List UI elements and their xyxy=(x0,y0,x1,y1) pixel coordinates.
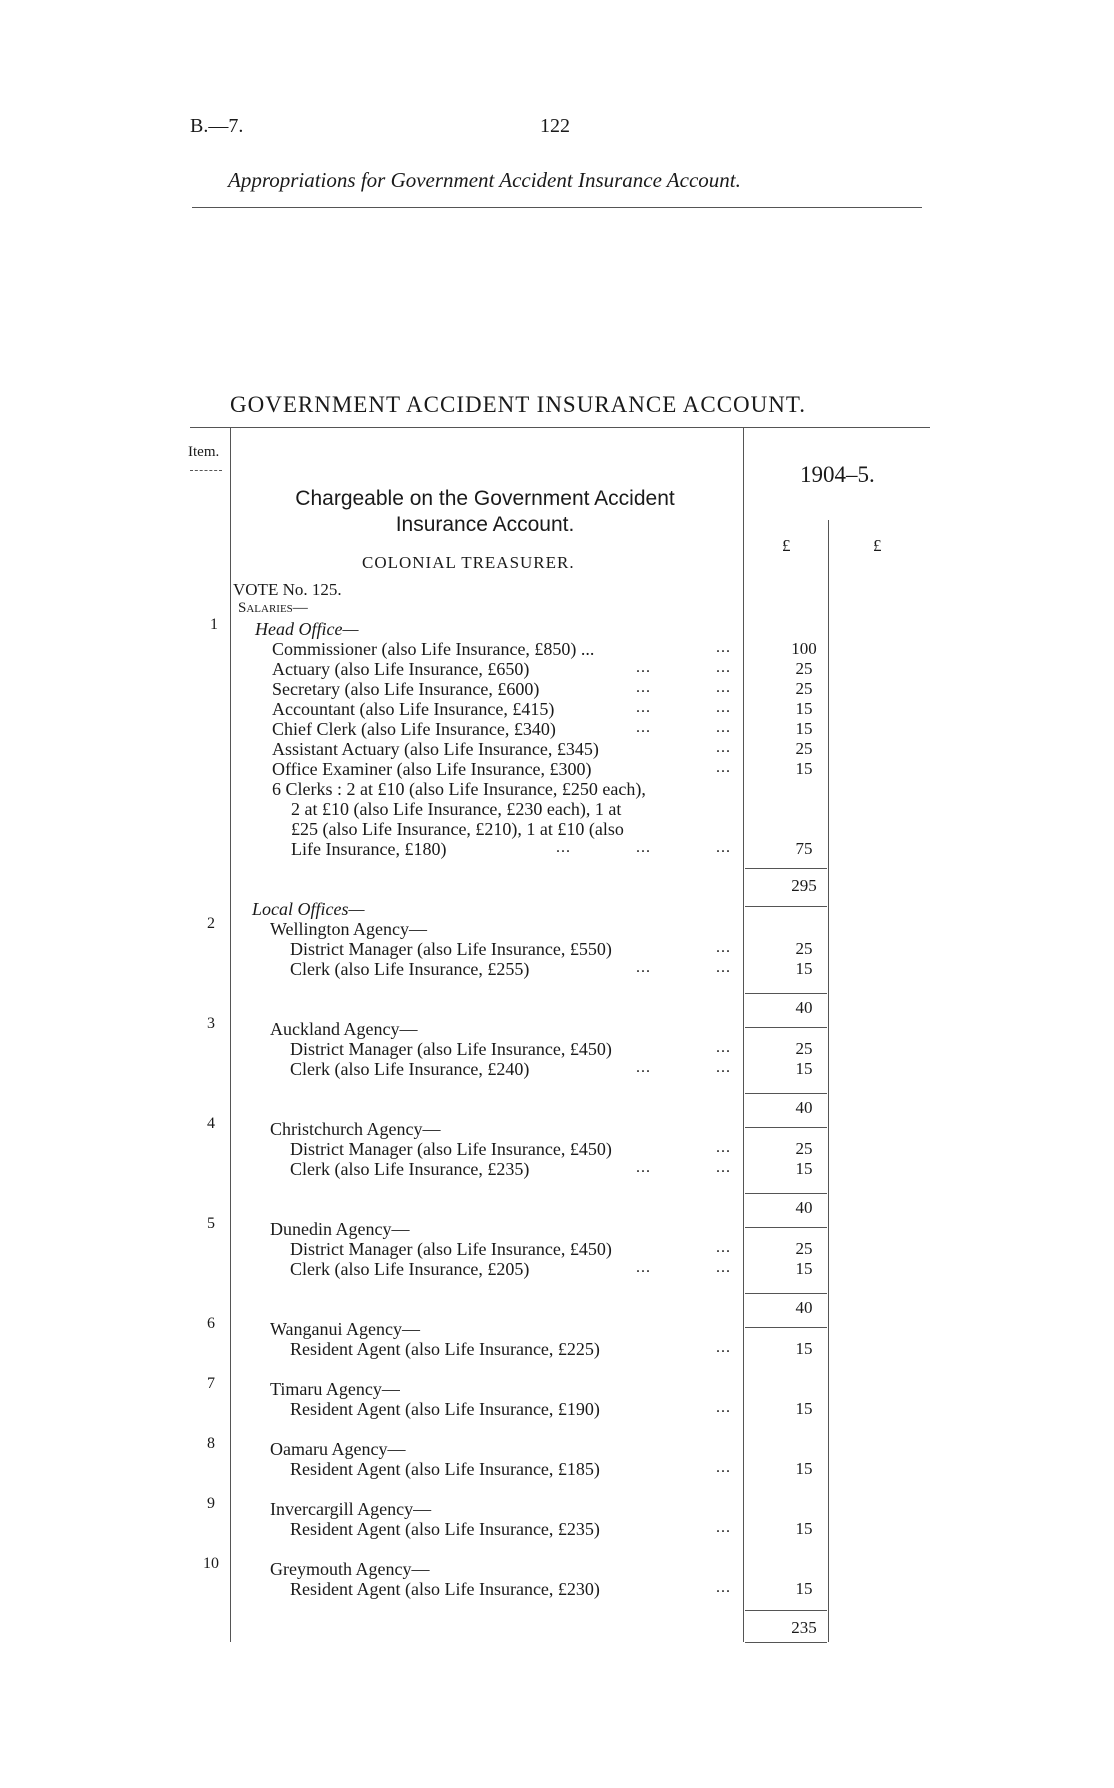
leader-dots: ... xyxy=(716,1339,731,1356)
leader-dots: ... xyxy=(636,959,651,976)
line-text: Accountant (also Life Insurance, £415) xyxy=(272,699,555,719)
grand-total-rule xyxy=(745,1610,827,1611)
chargeable-heading: Chargeable on the Government Accident Insurance Account. xyxy=(295,487,675,536)
subtotal-amount: 295 xyxy=(791,876,817,895)
grand-total-rule xyxy=(745,1642,827,1643)
item-number: 6 xyxy=(207,1315,215,1332)
item-header-underline xyxy=(190,470,222,471)
line-amount: 15 xyxy=(795,1339,813,1358)
leader-dots: ... xyxy=(636,1159,651,1176)
line-amount: 15 xyxy=(795,1059,813,1078)
line-text: Chief Clerk (also Life Insurance, £340) xyxy=(272,719,556,739)
line-amount: 15 xyxy=(795,759,813,778)
line-amount: 25 xyxy=(795,1039,813,1058)
leader-dots: ... xyxy=(716,1519,731,1536)
line-amount: 15 xyxy=(795,699,813,718)
line-amount: 75 xyxy=(795,839,813,858)
subtotal-rule xyxy=(745,993,827,994)
currency-symbol-right: £ xyxy=(873,536,882,555)
head-office-label: Head Office— xyxy=(255,619,359,639)
subtotal-amount: 40 xyxy=(795,1198,813,1217)
agency-name: Christchurch Agency— xyxy=(270,1119,441,1139)
leader-dots: ... xyxy=(556,839,571,856)
leader-dots: ... xyxy=(716,1259,731,1276)
leader-dots: ... xyxy=(716,1459,731,1476)
leader-dots: ... xyxy=(716,839,731,856)
subtotal-rule xyxy=(745,1293,827,1294)
line-text: Clerk (also Life Insurance, £205) xyxy=(290,1259,530,1279)
page-number: 122 xyxy=(540,115,570,137)
item-number: 4 xyxy=(207,1115,215,1132)
leader-dots: ... xyxy=(636,1259,651,1276)
line-text: District Manager (also Life Insurance, £450) xyxy=(290,1039,612,1059)
page-ref: B.—7. xyxy=(190,115,244,137)
line-text: Commissioner (also Life Insurance, £850) ... xyxy=(272,639,595,659)
leader-dots: ... xyxy=(716,759,731,776)
item-number: 1 xyxy=(210,616,218,633)
item-column-rule xyxy=(230,427,231,1642)
leader-dots: ... xyxy=(716,699,731,716)
line-text: District Manager (also Life Insurance, £450) xyxy=(290,1239,612,1259)
line-text: Resident Agent (also Life Insurance, £230) xyxy=(290,1579,600,1599)
item-number: 2 xyxy=(207,915,215,932)
line-amount: 25 xyxy=(795,1139,813,1158)
agency-name: Timaru Agency— xyxy=(270,1379,400,1399)
subtotal-rule xyxy=(745,1027,827,1028)
agency-name: Greymouth Agency— xyxy=(270,1559,430,1579)
item-number: 9 xyxy=(207,1495,215,1512)
year-header: 1904–5. xyxy=(800,462,875,487)
subtotal-amount: 40 xyxy=(795,1098,813,1117)
vote-heading: VOTE No. 125. xyxy=(233,580,342,599)
leader-dots: ... xyxy=(636,699,651,716)
line-amount: 25 xyxy=(795,1239,813,1258)
line-amount: 25 xyxy=(795,659,813,678)
line-amount: 15 xyxy=(795,1579,813,1598)
item-number: 7 xyxy=(207,1375,215,1392)
line-amount: 25 xyxy=(795,939,813,958)
item-number: 3 xyxy=(207,1015,215,1032)
item-number: 5 xyxy=(207,1215,215,1232)
line-text: Resident Agent (also Life Insurance, £185) xyxy=(290,1459,600,1479)
line-text: Secretary (also Life Insurance, £600) xyxy=(272,679,540,699)
leader-dots: ... xyxy=(636,659,651,676)
leader-dots: ... xyxy=(716,959,731,976)
line-amount: 15 xyxy=(795,719,813,738)
agency-name: Wellington Agency— xyxy=(270,919,428,939)
leader-dots: ... xyxy=(716,1239,731,1256)
item-header: Item. xyxy=(188,444,220,460)
line-text: Resident Agent (also Life Insurance, £190) xyxy=(290,1399,600,1419)
item-number: 10 xyxy=(203,1555,219,1572)
line-amount: 15 xyxy=(795,1159,813,1178)
subtotal-amount: 40 xyxy=(795,1298,813,1317)
line-text: Assistant Actuary (also Life Insurance, £345) xyxy=(272,739,599,759)
subtotal-rule xyxy=(745,868,827,869)
line-text: District Manager (also Life Insurance, £450) xyxy=(290,1139,612,1159)
line-text: Clerk (also Life Insurance, £255) xyxy=(290,959,530,979)
line-amount: 15 xyxy=(795,959,813,978)
page-subtitle: Appropriations for Government Accident Insurance Account. xyxy=(228,168,741,192)
line-text: Resident Agent (also Life Insurance, £225) xyxy=(290,1339,600,1359)
leader-dots: ... xyxy=(636,1059,651,1076)
clerks-line: £25 (also Life Insurance, £210), 1 at £10 (also xyxy=(291,819,624,839)
currency-symbol-left: £ xyxy=(782,536,791,555)
leader-dots: ... xyxy=(716,1039,731,1056)
line-amount: 25 xyxy=(795,739,813,758)
clerks-line: 6 Clerks : 2 at £10 (also Life Insurance, £250 each), xyxy=(272,779,646,799)
line-text: Clerk (also Life Insurance, £240) xyxy=(290,1059,530,1079)
line-text: Office Examiner (also Life Insurance, £300) xyxy=(272,759,592,779)
leader-dots: ... xyxy=(716,1579,731,1596)
leader-dots: ... xyxy=(636,719,651,736)
title-rule xyxy=(190,427,930,428)
clerks-line: 2 at £10 (also Life Insurance, £230 each), 1 at xyxy=(291,799,622,819)
agency-name: Dunedin Agency— xyxy=(270,1219,410,1239)
amount-column-rule xyxy=(743,427,744,1642)
subtotal-rule xyxy=(745,1327,827,1328)
clerks-line: Life Insurance, £180) xyxy=(291,839,447,859)
subtotal-rule xyxy=(745,1093,827,1094)
line-text: District Manager (also Life Insurance, £550) xyxy=(290,939,612,959)
salaries-label: Salaries— xyxy=(238,600,308,616)
leader-dots: ... xyxy=(716,1159,731,1176)
leader-dots: ... xyxy=(636,679,651,696)
department-heading: COLONIAL TREASURER. xyxy=(362,553,575,572)
line-text: Clerk (also Life Insurance, £235) xyxy=(290,1159,530,1179)
line-text: Actuary (also Life Insurance, £650) xyxy=(272,659,530,679)
line-amount: 25 xyxy=(795,679,813,698)
line-text: Resident Agent (also Life Insurance, £235) xyxy=(290,1519,600,1539)
account-title: GOVERNMENT ACCIDENT INSURANCE ACCOUNT. xyxy=(230,392,806,417)
line-amount: 15 xyxy=(795,1399,813,1418)
subtotal-rule xyxy=(745,1193,827,1194)
header-rule xyxy=(192,207,922,208)
agency-name: Oamaru Agency— xyxy=(270,1439,406,1459)
line-amount: 15 xyxy=(795,1519,813,1538)
item-number: 8 xyxy=(207,1435,215,1452)
leader-dots: ... xyxy=(716,639,731,656)
leader-dots: ... xyxy=(716,1399,731,1416)
leader-dots: ... xyxy=(716,1139,731,1156)
subtotal-rule xyxy=(745,1227,827,1228)
leader-dots: ... xyxy=(716,739,731,756)
grand-total-amount: 235 xyxy=(791,1618,817,1637)
subtotal-amount: 40 xyxy=(795,998,813,1017)
subtotal-rule xyxy=(745,906,827,907)
agency-name: Invercargill Agency— xyxy=(270,1499,432,1519)
agency-name: Wanganui Agency— xyxy=(270,1319,421,1339)
leader-dots: ... xyxy=(716,719,731,736)
local-offices-label: Local Offices— xyxy=(252,899,365,919)
leader-dots: ... xyxy=(716,939,731,956)
leader-dots: ... xyxy=(716,659,731,676)
line-amount: 15 xyxy=(795,1259,813,1278)
line-amount: 15 xyxy=(795,1459,813,1478)
leader-dots: ... xyxy=(716,679,731,696)
leader-dots: ... xyxy=(636,839,651,856)
agency-name: Auckland Agency— xyxy=(270,1019,418,1039)
line-amount: 100 xyxy=(791,639,817,658)
subtotal-rule xyxy=(745,1127,827,1128)
leader-dots: ... xyxy=(716,1059,731,1076)
